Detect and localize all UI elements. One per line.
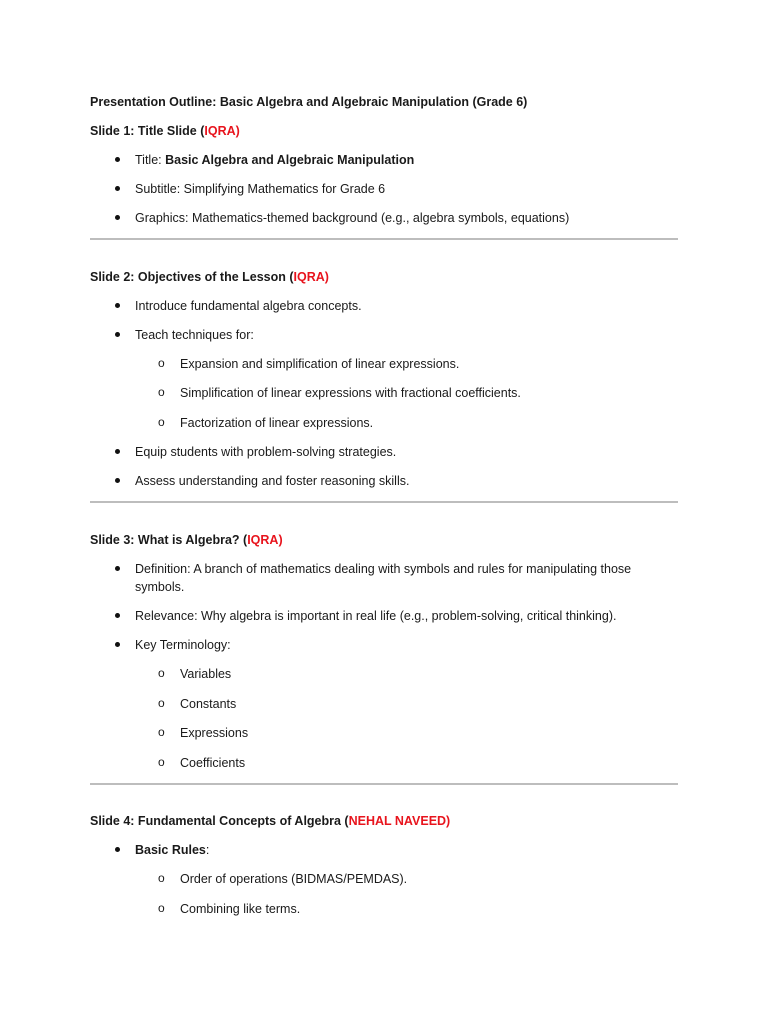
slide-3-subitem: Constants [180,697,237,711]
slide-4-subitem: Combining like terms. [180,902,301,916]
slide-4-subitem: Order of operations (BIDMAS/PEMDAS). [180,872,408,886]
sub-bullet-icon: o [158,755,165,769]
bullet-icon [115,215,120,220]
bullet-icon [115,449,120,454]
bullet-icon [115,642,120,647]
slide-1-title-text: Slide 1: Title Slide ( [90,124,205,138]
slide-2-subitem: Expansion and simplification of linear expressions. [180,357,460,371]
sub-bullet-icon: o [158,356,165,370]
bullet-icon [115,186,120,191]
slide-2-subitem: Simplification of linear expressions with fractional coefficients. [180,386,521,400]
slide-4-item-basic-rules [135,842,209,858]
slide-1-item-title [135,152,414,168]
bullet-icon [115,847,120,852]
slide-4-title [90,813,450,829]
bullet-icon [115,157,120,162]
sub-bullet-icon: o [158,725,165,739]
section-divider [90,783,678,785]
section-divider [90,238,678,240]
section-divider [90,501,678,503]
bullet-icon [115,303,120,308]
slide-2-title [90,269,329,285]
slide-3-subitem: Expressions [180,726,249,740]
slide-3-item-terminology: Key Terminology: [135,638,231,652]
sub-bullet-icon: o [158,415,165,429]
slide-1-owner: IQRA) [204,124,240,138]
slide-2-owner: IQRA) [293,270,329,284]
slide-3-owner: IQRA) [247,533,283,547]
item-suffix: : [205,843,210,857]
sub-bullet-icon: o [158,696,165,710]
sub-bullet-icon: o [158,666,165,680]
item-bold-text: Basic Rules [135,843,206,857]
slide-3-subitem: Variables [180,667,232,681]
slide-3-item-definition: Definition: A branch of mathematics dealing with symbols and rules for manipulating those symbols. [135,562,632,594]
slide-2-title-text: Slide 2: Objectives of the Lesson ( [90,270,294,284]
sub-bullet-icon: o [158,901,165,915]
bullet-icon [115,332,120,337]
bullet-icon [115,613,120,618]
slide-2-item: Equip students with problem-solving strategies. [135,445,397,459]
slide-2-subitem: Factorization of linear expressions. [180,416,374,430]
slide-3-subitem: Coefficients [180,756,246,770]
bullet-icon [115,566,120,571]
slide-2-item: Assess understanding and foster reasoning skills. [135,474,410,488]
slide-3-title-text: Slide 3: What is Algebra? ( [90,533,248,547]
item-prefix: Title: [135,153,166,167]
slide-1-item-graphics: Graphics: Mathematics-themed background (e.g., algebra symbols, equations) [135,211,570,225]
slide-2-item: Teach techniques for: [135,328,254,342]
bullet-icon [115,478,120,483]
slide-4-title-text: Slide 4: Fundamental Concepts of Algebra ( [90,814,349,828]
slide-1-item-subtitle: Subtitle: Simplifying Mathematics for Grade 6 [135,182,386,196]
slide-4-owner: NEHAL NAVEED) [348,814,451,828]
document-heading: Presentation Outline: Basic Algebra and Algebraic Manipulation (Grade 6) [90,95,528,109]
sub-bullet-icon: o [158,385,165,399]
item-bold-text: Basic Algebra and Algebraic Manipulation [165,153,415,167]
slide-2-item: Introduce fundamental algebra concepts. [135,299,362,313]
slide-1-title [90,123,240,139]
sub-bullet-icon: o [158,871,165,885]
slide-3-item-relevance: Relevance: Why algebra is important in real life (e.g., problem-solving, critical thinking). [135,609,617,623]
slide-3-title [90,532,283,548]
